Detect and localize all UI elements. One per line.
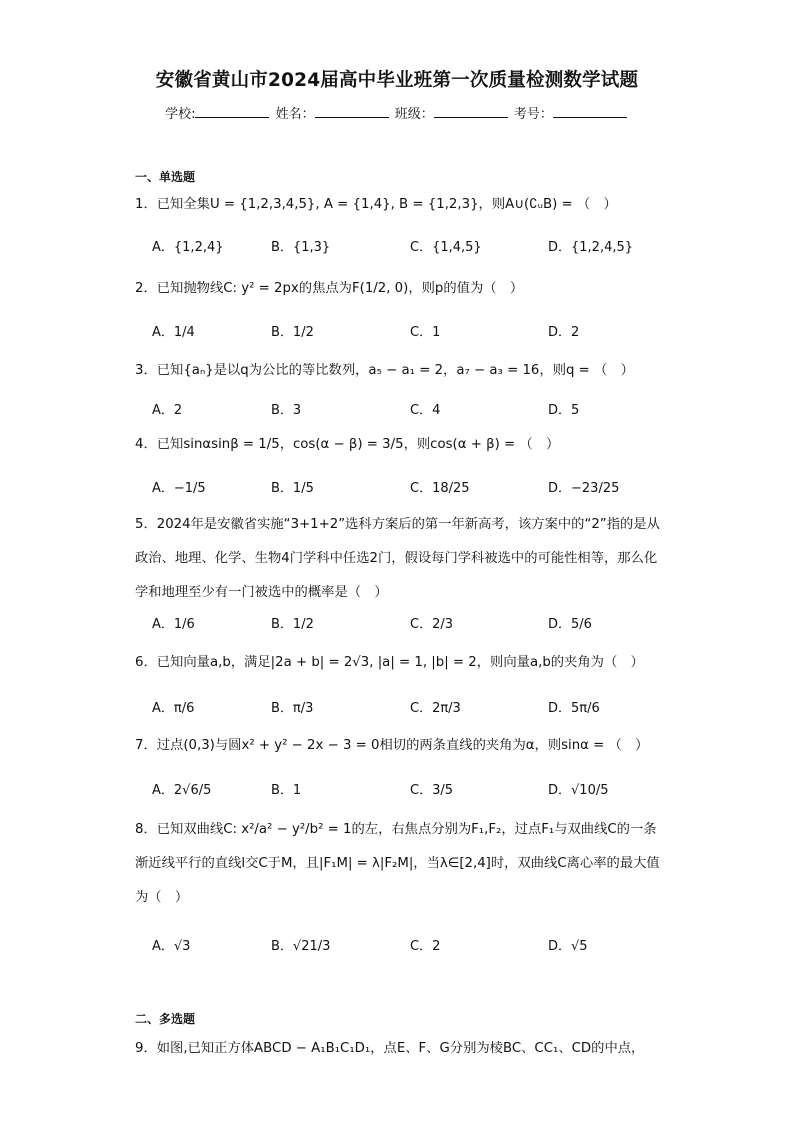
- option-c[interactable]: C．2: [410, 938, 441, 954]
- option-a[interactable]: A．1/4: [152, 324, 195, 340]
- option-a[interactable]: A．2: [152, 402, 183, 418]
- option-a[interactable]: A．{1,2,4}: [152, 239, 224, 255]
- question-2-options: [152, 310, 672, 350]
- question-5-options: [152, 602, 672, 642]
- option-b[interactable]: B．{1,3}: [271, 239, 331, 255]
- option-c[interactable]: C．18/25: [410, 480, 470, 496]
- option-b[interactable]: B．1/2: [271, 324, 314, 340]
- exam-number-blank[interactable]: [553, 107, 627, 118]
- option-b[interactable]: B．1/2: [271, 616, 314, 632]
- question-8-options: [152, 924, 672, 964]
- question-7-stem: 7．过点(0,3)与圆x² + y² − 2x − 3 = 0相切的两条直线的夹角为α，则sinα = （ ）: [135, 738, 649, 753]
- section-multiple-choice: 二、多选题: [135, 1012, 196, 1026]
- question-5-stem: 5．2024年是安徽省实施“3+1+2”选科方案后的第一年新高考，该方案中的“2”指的是从政治、地理、化学、生物4门学科中任选2门，假设每门学科被选中的可能性相等，那么化学和地理至少有一门被选中的概率是（ ）: [135, 517, 660, 600]
- question-3-options: [152, 388, 672, 428]
- option-b[interactable]: B．1/5: [271, 480, 314, 496]
- option-a[interactable]: A．1/6: [152, 616, 195, 632]
- class-blank[interactable]: [434, 107, 508, 118]
- option-b[interactable]: B．π/3: [271, 700, 314, 716]
- school-blank[interactable]: [195, 107, 269, 118]
- option-b[interactable]: B．3: [271, 402, 302, 418]
- question-1-stem: 1．已知全集U = {1,2,3,4,5}, A = {1,4}, B = {1,2,3}，则A∪(∁ᵤB) = （ ）: [135, 197, 617, 212]
- student-info-line: [0, 103, 794, 122]
- section-single-choice: 一、单选题: [135, 170, 196, 184]
- option-b[interactable]: B．1: [271, 782, 302, 798]
- option-a[interactable]: A．−1/5: [152, 480, 206, 496]
- option-b[interactable]: B．√21/3: [271, 938, 331, 954]
- question-3-stem: 3．已知{aₙ}是以q为公比的等比数列，a₅ − a₁ = 2，a₇ − a₃ = 16，则q = （ ）: [135, 363, 634, 378]
- question-6-options: [152, 686, 672, 726]
- option-d[interactable]: D．5: [548, 402, 580, 418]
- exam-number-label: 考号：: [513, 107, 553, 122]
- option-c[interactable]: C．1: [410, 324, 441, 340]
- option-d[interactable]: D．5/6: [548, 616, 592, 632]
- option-d[interactable]: D．{1,2,4,5}: [548, 239, 634, 255]
- question-6-stem: 6．已知向量a,b，满足|2a + b| = 2√3, |a| = 1, |b| = 2，则向量a,b的夹角为（ ）: [135, 655, 644, 670]
- question-4-stem: 4．已知sinαsinβ = 1/5，cos(α − β) = 3/5，则cos(α + β) = （ ）: [135, 437, 560, 452]
- option-d[interactable]: D．−23/25: [548, 480, 620, 496]
- option-c[interactable]: C．3/5: [410, 782, 453, 798]
- option-c[interactable]: C．2/3: [410, 616, 453, 632]
- option-a[interactable]: A．√3: [152, 938, 191, 954]
- option-d[interactable]: D．√10/5: [548, 782, 609, 798]
- option-d[interactable]: D．2: [548, 324, 580, 340]
- exam-title: 安徽省黄山市2024届高中毕业班第一次质量检测数学试题: [155, 70, 639, 91]
- name-label: 姓名：: [275, 107, 315, 122]
- question-8-stem: 8．已知双曲线C: x²/a² − y²/b² = 1的左，右焦点分别为F₁,F₂，过点F₁与双曲线C的一条渐近线平行的直线l交C于M，且|F₁M| = λ|F₂M|，当λ∈[2,4]时，双曲线C离心率的最大值为（ ）: [135, 822, 660, 905]
- question-1-options: [152, 225, 672, 265]
- question-7-options: [152, 768, 672, 808]
- option-d[interactable]: D．5π/6: [548, 700, 600, 716]
- option-c[interactable]: C．4: [410, 402, 441, 418]
- question-2-stem: 2．已知抛物线C: y² = 2px的焦点为F(1/2, 0)，则p的值为（ ）: [135, 281, 524, 296]
- option-d[interactable]: D．√5: [548, 938, 588, 954]
- question-9-stem: 9．如图,已知正方体ABCD − A₁B₁C₁D₁，点E、F、G分别为棱BC、CC₁、CD的中点，: [135, 1041, 645, 1056]
- option-a[interactable]: A．2√6/5: [152, 782, 212, 798]
- option-a[interactable]: A．π/6: [152, 700, 195, 716]
- option-c[interactable]: C．2π/3: [410, 700, 461, 716]
- school-label: 学校:: [165, 107, 196, 122]
- question-4-options: [152, 466, 672, 506]
- name-blank[interactable]: [315, 107, 389, 118]
- class-label: 班级：: [394, 107, 434, 122]
- option-c[interactable]: C．{1,4,5}: [410, 239, 482, 255]
